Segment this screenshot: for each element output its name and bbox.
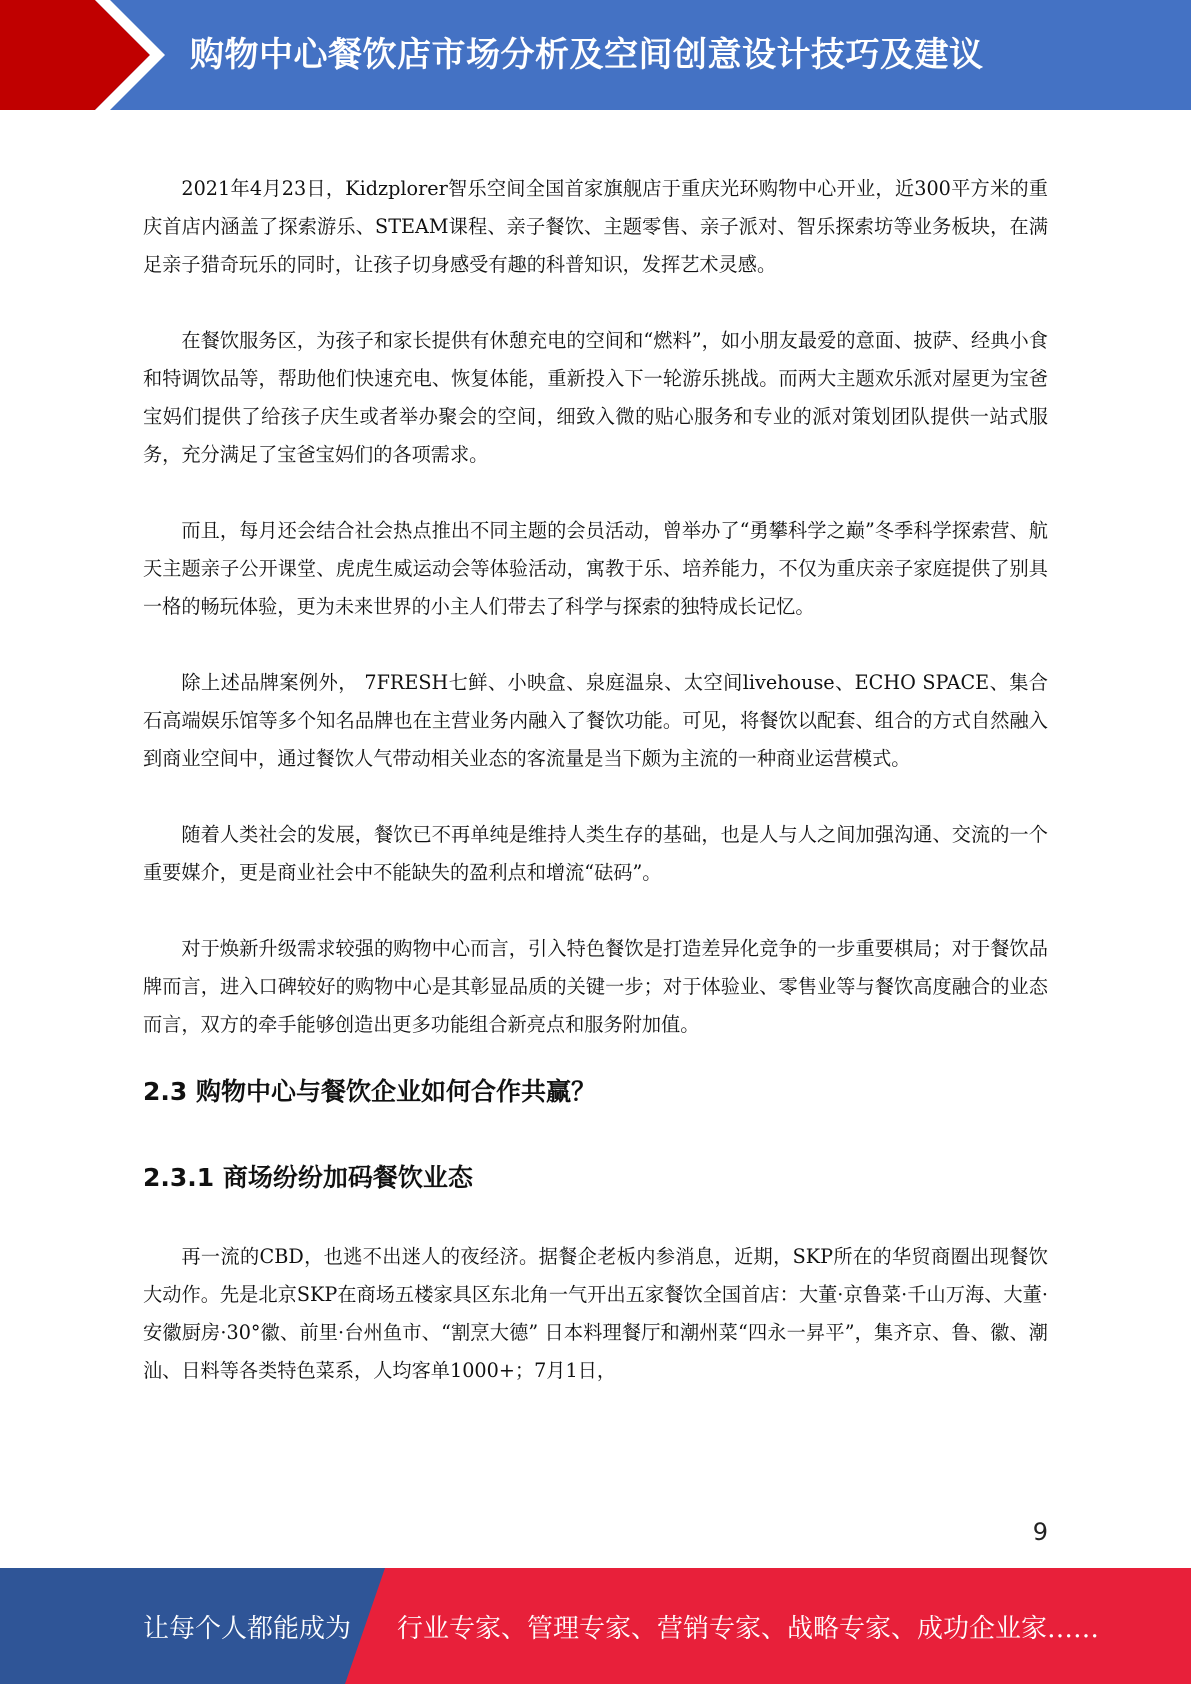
paragraph-brand-cases: 除上述品牌案例外， 7FRESH七鲜、小映盒、泉庭温泉、太空间livehouse、ECHO SPACE、集合石高端娱乐馆等多个知名品牌也在主营业务内融入了餐饮功能。可见，将餐饮以配套、组合的方式自然融入到商业空间中，通过餐饮人气带动相关业态的客流量是当下颇为主流的一种商业运营模式。 — [143, 671, 1048, 770]
header-banner — [0, 0, 1191, 110]
paragraph-win-win: 对于焕新升级需求较强的购物中心而言，引入特色餐饮是打造差异化竞争的一步重要棋局；对于餐饮品牌而言，进入口碑较好的购物中心是其彰显品质的关键一步；对于体验业、零售业等与餐饮高度融合的业态而言，双方的牵手能够创造出更多功能组合新亮点和服务附加值。 — [143, 937, 1048, 1036]
subsection-heading: 2.3.1 商场纷纷加码餐饮业态 — [143, 1163, 473, 1192]
section-heading: 2.3 购物中心与餐饮企业如何合作共赢？ — [143, 1077, 596, 1106]
paragraph-dining-area: 在餐饮服务区，为孩子和家长提供有休憩充电的空间和“燃料”，如小朋友最爱的意面、披萨、经典小食和特调饮品等，帮助他们快速充电、恢复体能，重新投入下一轮游乐挑战。而两大主题欢乐派对屋更为宝爸宝妈们提供了给孩子庆生或者举办聚会的空间，细致入微的贴心服务和专业的派对策划团队提供一站式服务，充分满足了宝爸宝妈们的各项需求。 — [143, 329, 1048, 466]
footer-banner — [0, 1568, 1191, 1684]
page-number: 9 — [1032, 1518, 1048, 1546]
page-content — [143, 170, 1048, 1428]
paragraph-member-activities: 而且，每月还会结合社会热点推出不同主题的会员活动，曾举办了“勇攀科学之巅”冬季科学探索营、航天主题亲子公开课堂、虎虎生威运动会等体验活动，寓教于乐、培养能力，不仅为重庆亲子家庭提供了别具一格的畅玩体验，更为未来世界的小主人们带去了科学与探索的独特成长记忆。 — [143, 519, 1048, 618]
paragraph-kidzplorer-opening: 2021年4月23日，Kidzplorer智乐空间全国首家旗舰店于重庆光环购物中心开业，近300平方米的重庆首店内涵盖了探索游乐、STEAM课程、亲子餐饮、主题零售、亲子派对、智乐探索坊等业务板块，在满足亲子猎奇玩乐的同时，让孩子切身感受有趣的科普知识，发挥艺术灵感。 — [143, 177, 1048, 276]
paragraph-social-development: 随着人类社会的发展，餐饮已不再单纯是维持人类生存的基础，也是人与人之间加强沟通、交流的一个重要媒介，更是商业社会中不能缺失的盈利点和增流“砝码”。 — [143, 823, 1048, 884]
footer-slogan-left: 让每个人都能成为 — [143, 1614, 352, 1644]
footer-slogan-right: 行业专家、管理专家、营销专家、战略专家、成功企业家…… — [397, 1614, 1100, 1644]
document-title: 购物中心餐饮店市场分析及空间创意设计技巧及建议 — [190, 35, 984, 75]
paragraph-skp-dining: 再一流的CBD，也逃不出迷人的夜经济。据餐企老板内参消息，近期，SKP所在的华贸商圈出现餐饮大动作。先是北京SKP在商场五楼家具区东北角一气开出五家餐饮全国首店：大董·京鲁菜·千山万海、大董·安徽厨房·30°徽、前里·台州鱼市、“割烹大德” 日本料理餐厅和潮州菜“四永一昇平”，集齐京、鲁、徽、潮汕、日料等各类特色菜系，人均客单1000+；7月1日， — [143, 1245, 1048, 1382]
